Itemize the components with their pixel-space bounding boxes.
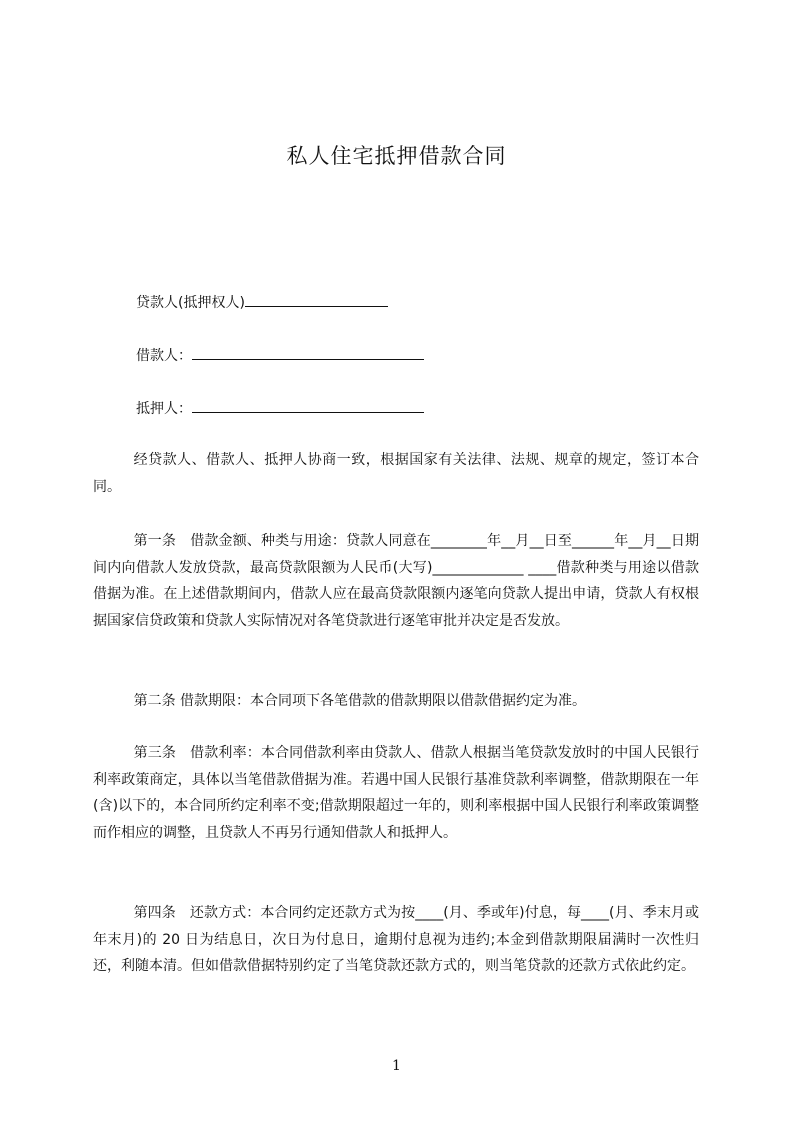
page-number: 1	[392, 1058, 401, 1074]
preamble-paragraph: 经贷款人、借款人、抵押人协商一致，根据国家有关法律、法规、规章的规定，签订本合同。	[93, 452, 699, 495]
article-4-paragraph: 第四条 还款方式：本合同约定还款方式为按____(月、季或年)付息，每____(月、季末月或年末月)的 20 日为结息日，次日为付息日，逾期付息视为违约;本金到借款期限届满时一次性归还，利随本清。但如借款借据特别约定了当笔贷款还款方式的，则当笔贷款的还款方式依此约定。	[93, 905, 699, 974]
borrower-line	[136, 345, 424, 366]
article-3-paragraph: 第三条 借款利率：本合同借款利率由贷款人、借款人根据当笔贷款发放时的中国人民银行利率政策商定，具体以当笔借款借据为准。若遇中国人民银行基准贷款利率调整，借款期限在一年(含)以下的，本合同所约定利率不变;借款期限超过一年的，则利率根据中国人民银行利率政策调整而作相应的调整，且贷款人不再另行通知借款人和抵押人。	[93, 745, 699, 841]
mortgagor-line	[136, 398, 424, 419]
borrower-blank	[192, 345, 424, 360]
borrower-label: 借款人：	[136, 348, 192, 364]
page-title: 私人住宅抵押借款合同	[286, 144, 507, 168]
mortgagor-blank	[192, 398, 424, 413]
article-1-paragraph: 第一条 借款金额、种类与用途：贷款人同意在________年__月__日至______年__月__日期间内向借款人发放贷款，最高贷款限额为人民币(大写)_____________ ____借款种类与用途以借款借据为准。在上述借款期间内，借款人应在最高贷款限额内逐笔向贷款人提出申请，贷款人有权根据国家信贷政策和贷款人实际情况对各笔贷款进行逐笔审批并决定是否发放。	[93, 533, 699, 629]
lender-line	[136, 292, 388, 313]
article-2-paragraph: 第二条 借款期限：本合同项下各笔借款的借款期限以借款借据约定为准。	[133, 693, 587, 709]
lender-blank	[245, 292, 388, 307]
lender-label: 贷款人(抵押权人)	[136, 295, 245, 311]
mortgagor-label: 抵押人：	[136, 401, 192, 417]
